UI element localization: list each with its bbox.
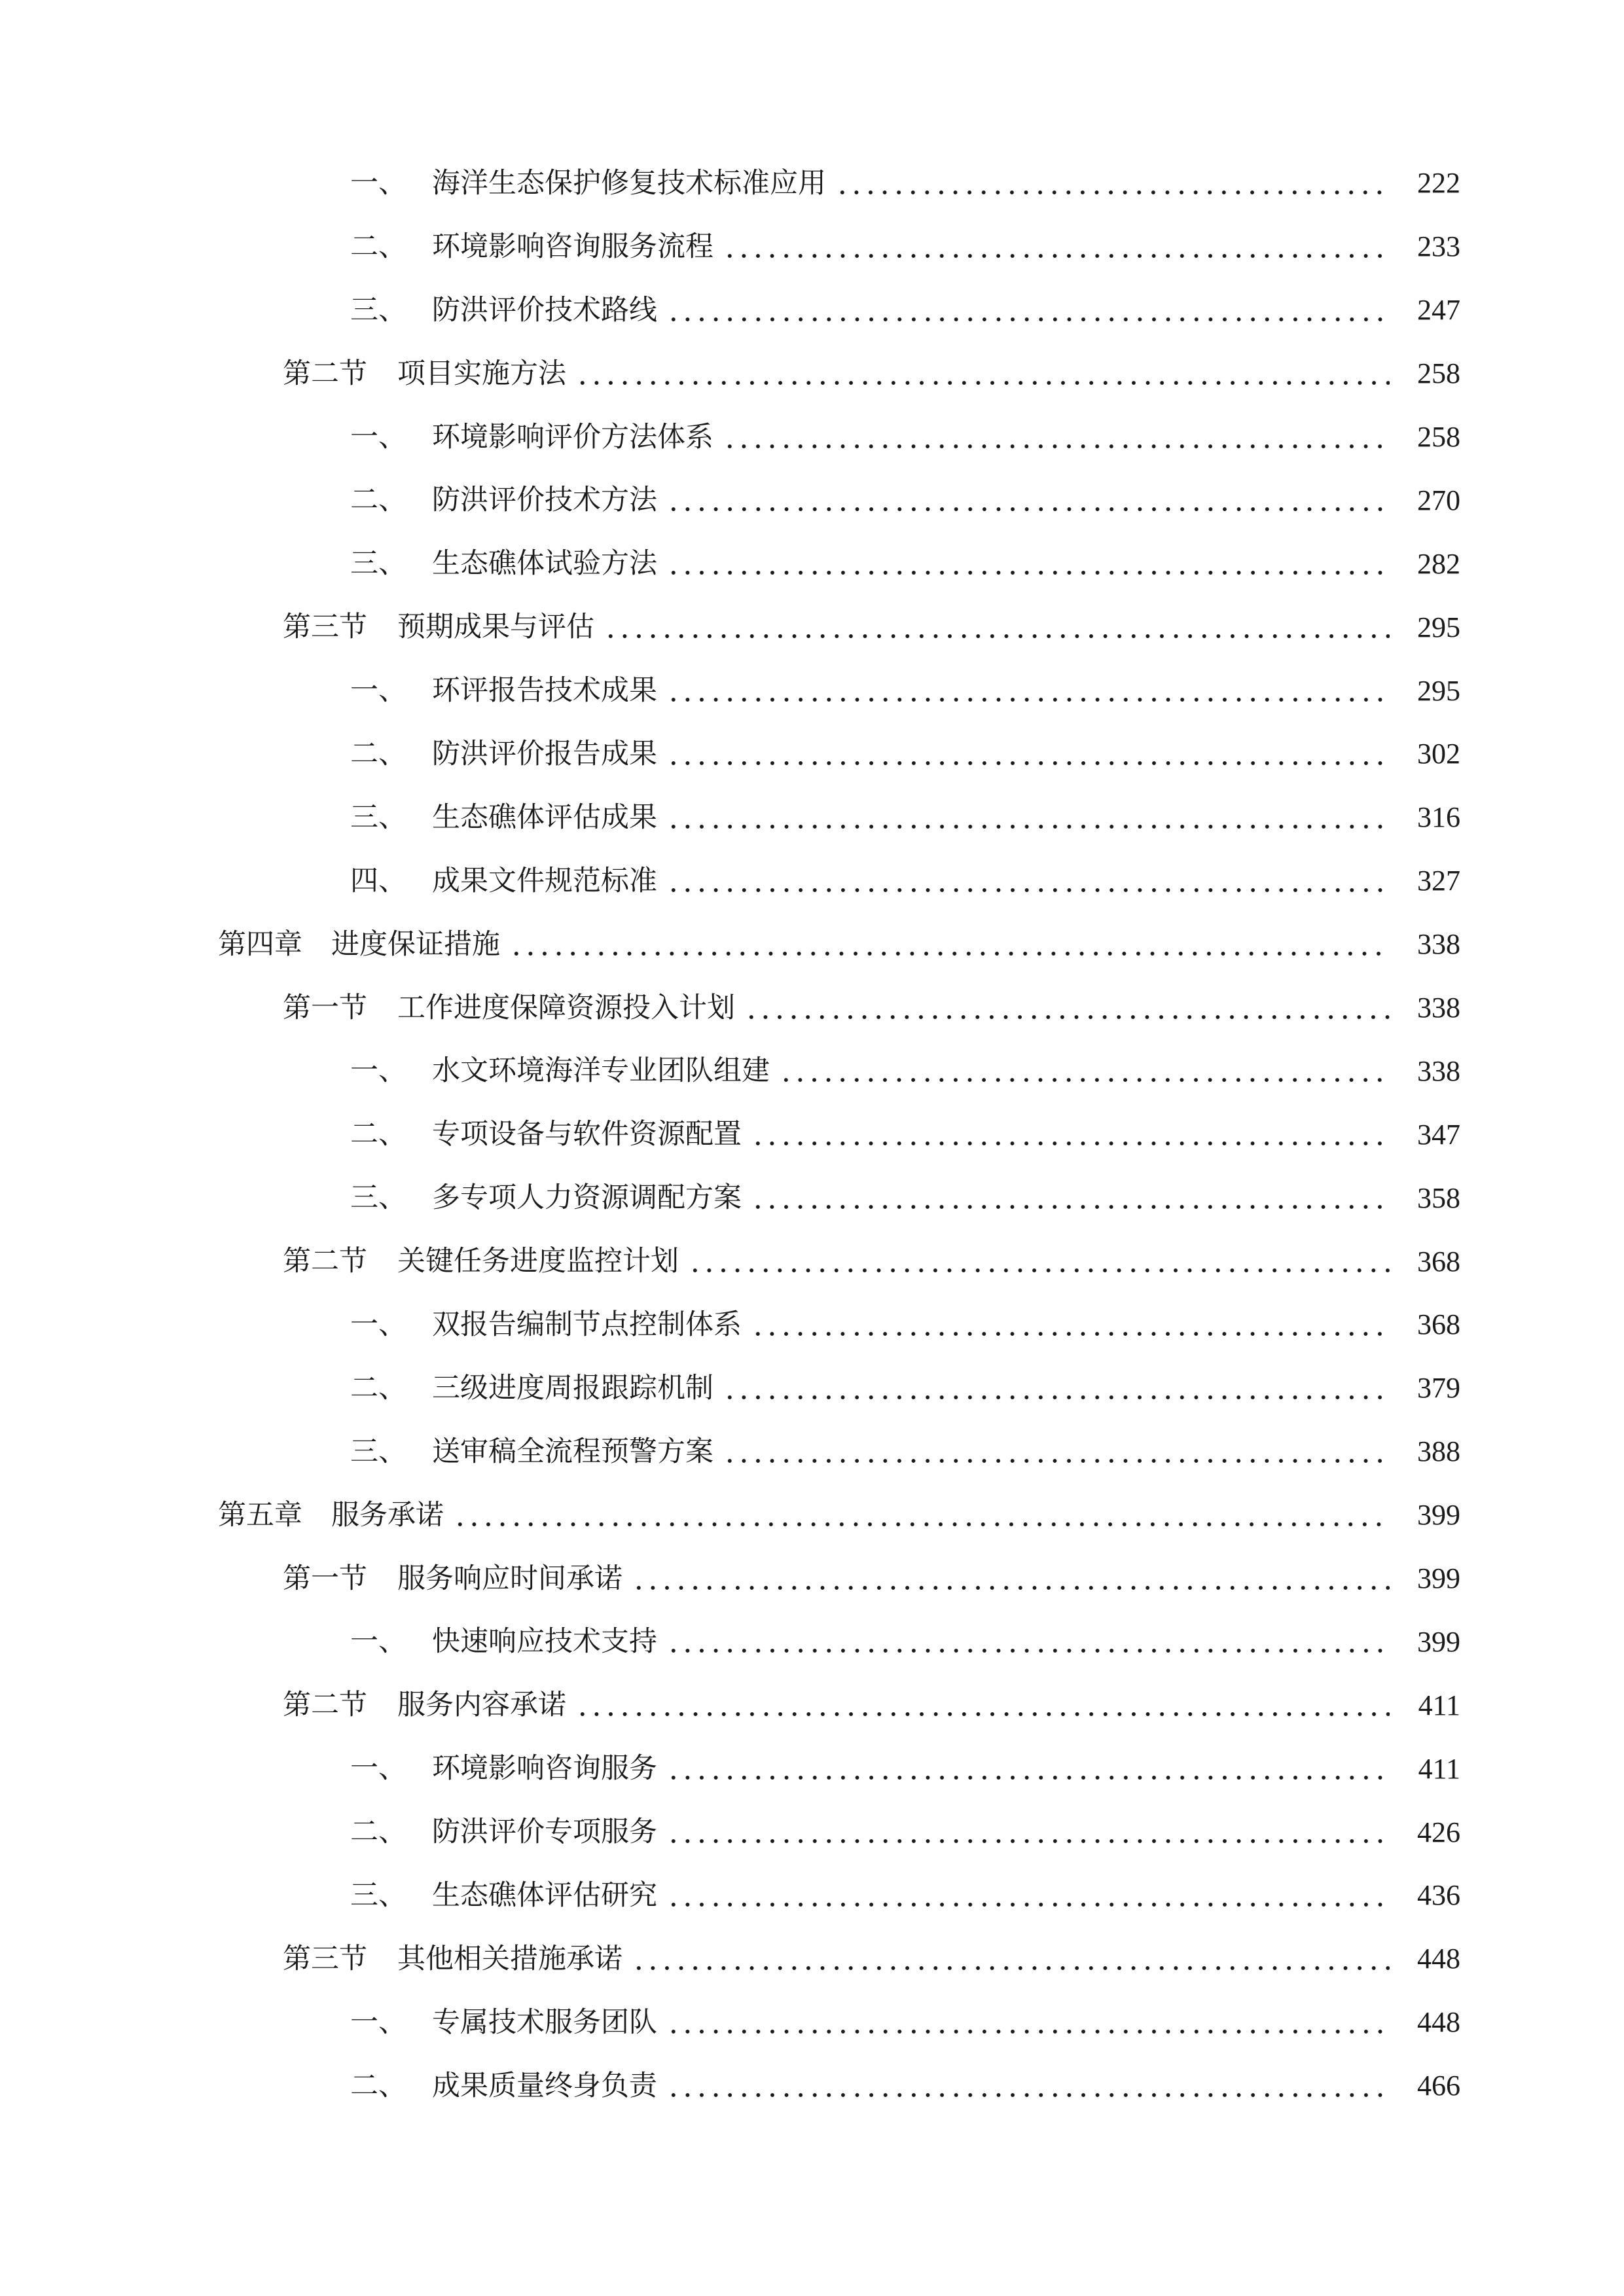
toc-entry-title: 生态礁体试验方法 xyxy=(432,547,657,581)
toc-entry-page-number: 233 xyxy=(1417,230,1460,263)
toc-entry-title: 服务承诺 xyxy=(331,1498,444,1532)
toc-entry-title: 专属技术服务团队 xyxy=(432,2005,657,2039)
toc-entry-label: 一、 xyxy=(350,2005,406,2039)
toc-entry-title: 专项设备与软件资源配置 xyxy=(432,1118,742,1151)
toc-entry-page-number: 426 xyxy=(1417,1816,1460,1848)
toc-entry[interactable] xyxy=(0,152,1624,215)
toc-entry[interactable] xyxy=(0,1928,1624,1991)
toc-entry-page-number: 388 xyxy=(1417,1435,1460,1468)
toc-entry[interactable] xyxy=(0,469,1624,532)
toc-entry[interactable] xyxy=(0,1166,1624,1230)
toc-entry-label: 第一节 xyxy=(283,1562,367,1595)
toc-entry-title: 防洪评价技术路线 xyxy=(432,293,657,327)
toc-entry-label: 二、 xyxy=(350,484,406,517)
toc-entry[interactable] xyxy=(0,659,1624,723)
toc-entry[interactable] xyxy=(0,1420,1624,1484)
dot-leader xyxy=(666,677,1390,705)
dot-leader xyxy=(666,1818,1390,1846)
toc-entry[interactable] xyxy=(0,850,1624,913)
toc-entry-title: 进度保证措施 xyxy=(331,927,500,961)
dot-leader xyxy=(723,233,1390,261)
toc-entry-title: 环境影响评价方法体系 xyxy=(432,420,713,454)
dot-leader xyxy=(666,2009,1390,2037)
toc-entry-label: 三、 xyxy=(350,293,406,327)
toc-entry[interactable] xyxy=(0,1674,1624,1737)
toc-entry-page-number: 347 xyxy=(1417,1118,1460,1151)
toc-entry-title: 成果质量终身负责 xyxy=(432,2069,657,2102)
toc-entry[interactable] xyxy=(0,532,1624,596)
toc-entry-page-number: 448 xyxy=(1417,2006,1460,2039)
dot-leader xyxy=(723,1374,1390,1403)
toc-entry-title: 环境影响咨询服务 xyxy=(432,1752,657,1785)
toc-entry-label: 三、 xyxy=(350,1181,406,1215)
toc-entry-page-number: 282 xyxy=(1417,547,1460,580)
toc-entry[interactable] xyxy=(0,723,1624,786)
toc-entry[interactable] xyxy=(0,1737,1624,1801)
toc-entry-label: 三、 xyxy=(350,547,406,581)
toc-entry-title: 生态礁体评估研究 xyxy=(432,1878,657,1912)
toc-entry-title: 快速响应技术支持 xyxy=(432,1625,657,1659)
dot-leader xyxy=(751,1121,1390,1149)
toc-entry-label: 一、 xyxy=(350,166,406,200)
toc-entry[interactable] xyxy=(0,2054,1624,2118)
toc-entry[interactable] xyxy=(0,596,1624,659)
toc-entry-title: 海洋生态保护修复技术标准应用 xyxy=(432,166,826,200)
dot-leader xyxy=(604,613,1390,641)
dot-leader xyxy=(744,994,1390,1022)
dot-leader xyxy=(723,423,1390,452)
toc-entry-page-number: 399 xyxy=(1417,1625,1460,1658)
toc-entry-label: 第三节 xyxy=(283,1942,367,1975)
toc-entry-label: 第二节 xyxy=(283,1245,367,1278)
dot-leader xyxy=(751,1311,1390,1339)
dot-leader xyxy=(666,486,1390,514)
toc-entry-title: 其他相关措施承诺 xyxy=(397,1942,623,1975)
toc-entry-label: 二、 xyxy=(350,1371,406,1405)
toc-entry-label: 二、 xyxy=(350,1816,406,1849)
toc-entry-title: 多专项人力资源调配方案 xyxy=(432,1181,742,1215)
table-of-contents xyxy=(0,152,1624,2118)
toc-entry-title: 环境影响咨询服务流程 xyxy=(432,230,713,263)
toc-entry[interactable] xyxy=(0,406,1624,469)
toc-entry-page-number: 270 xyxy=(1417,484,1460,516)
toc-entry-page-number: 448 xyxy=(1417,1943,1460,1975)
toc-entry-page-number: 258 xyxy=(1417,421,1460,453)
dot-leader xyxy=(751,1184,1390,1212)
dot-leader xyxy=(666,740,1390,768)
toc-entry-title: 服务内容承诺 xyxy=(397,1689,566,1722)
toc-entry-page-number: 327 xyxy=(1417,865,1460,897)
toc-entry-page-number: 316 xyxy=(1417,801,1460,834)
toc-entry-label: 第四章 xyxy=(218,927,302,961)
dot-leader xyxy=(666,550,1390,578)
toc-entry-title: 防洪评价报告成果 xyxy=(432,737,657,770)
toc-entry-page-number: 436 xyxy=(1417,1879,1460,1912)
toc-entry[interactable] xyxy=(0,1230,1624,1293)
toc-entry[interactable] xyxy=(0,977,1624,1040)
toc-entry-label: 第三节 xyxy=(283,611,367,644)
toc-entry-title: 项目实施方法 xyxy=(397,357,566,390)
toc-entry[interactable] xyxy=(0,215,1624,279)
dot-leader xyxy=(666,1882,1390,1910)
toc-entry-title: 工作进度保障资源投入计划 xyxy=(397,991,735,1024)
toc-entry-label: 三、 xyxy=(350,1878,406,1912)
toc-entry-page-number: 302 xyxy=(1417,738,1460,770)
toc-entry-label: 一、 xyxy=(350,420,406,454)
toc-entry-title: 服务响应时间承诺 xyxy=(397,1562,623,1595)
dot-leader xyxy=(835,170,1390,198)
toc-entry-label: 第五章 xyxy=(218,1498,302,1532)
toc-entry[interactable] xyxy=(0,1103,1624,1166)
toc-entry-title: 生态礁体评估成果 xyxy=(432,800,657,834)
toc-entry-page-number: 368 xyxy=(1417,1245,1460,1278)
toc-entry-page-number: 411 xyxy=(1418,1752,1460,1785)
toc-entry[interactable] xyxy=(0,1293,1624,1357)
toc-entry-title: 防洪评价技术方法 xyxy=(432,484,657,517)
toc-entry[interactable] xyxy=(0,1991,1624,2054)
toc-entry-page-number: 338 xyxy=(1417,992,1460,1024)
toc-entry-title: 关键任务进度监控计划 xyxy=(397,1245,679,1278)
toc-entry-title: 送审稿全流程预警方案 xyxy=(432,1435,713,1468)
dot-leader xyxy=(666,2072,1390,2100)
dot-leader xyxy=(509,931,1390,959)
toc-entry-label: 一、 xyxy=(350,1625,406,1659)
toc-entry[interactable] xyxy=(0,1357,1624,1420)
dot-leader xyxy=(779,1057,1390,1085)
dot-leader xyxy=(688,1247,1390,1276)
dot-leader xyxy=(632,1565,1390,1593)
toc-entry-title: 水文环境海洋专业团队组建 xyxy=(432,1054,770,1088)
toc-entry-label: 一、 xyxy=(350,1752,406,1785)
toc-entry-label: 三、 xyxy=(350,800,406,834)
toc-entry-page-number: 411 xyxy=(1418,1689,1460,1721)
toc-entry[interactable] xyxy=(0,786,1624,850)
toc-entry-label: 第二节 xyxy=(283,1689,367,1722)
toc-entry-label: 第一节 xyxy=(283,991,367,1024)
toc-entry[interactable] xyxy=(0,342,1624,406)
toc-entry-title: 预期成果与评估 xyxy=(397,611,594,644)
toc-entry-page-number: 295 xyxy=(1417,674,1460,707)
dot-leader xyxy=(453,1501,1390,1530)
toc-entry-label: 三、 xyxy=(350,1435,406,1468)
toc-entry-label: 二、 xyxy=(350,2069,406,2102)
toc-entry[interactable] xyxy=(0,1864,1624,1928)
toc-entry-page-number: 466 xyxy=(1417,2070,1460,2102)
toc-entry-page-number: 222 xyxy=(1417,167,1460,200)
toc-entry-title: 环评报告技术成果 xyxy=(432,674,657,708)
toc-entry-title: 双报告编制节点控制体系 xyxy=(432,1308,742,1341)
toc-entry-label: 二、 xyxy=(350,1118,406,1151)
dot-leader xyxy=(632,1945,1390,1973)
toc-entry[interactable] xyxy=(0,1801,1624,1864)
dot-leader xyxy=(575,360,1390,388)
toc-entry[interactable] xyxy=(0,1547,1624,1611)
dot-leader xyxy=(666,1755,1390,1783)
dot-leader xyxy=(575,1691,1390,1719)
toc-entry-title: 成果文件规范标准 xyxy=(432,864,657,897)
toc-entry-page-number: 399 xyxy=(1417,1499,1460,1532)
toc-entry-page-number: 338 xyxy=(1417,1054,1460,1087)
toc-entry[interactable] xyxy=(0,1039,1624,1103)
toc-entry-page-number: 379 xyxy=(1417,1372,1460,1405)
toc-entry-label: 四、 xyxy=(350,864,406,897)
toc-entry-page-number: 295 xyxy=(1417,611,1460,643)
toc-entry-page-number: 338 xyxy=(1417,928,1460,961)
toc-entry[interactable] xyxy=(0,279,1624,342)
dot-leader xyxy=(666,804,1390,832)
toc-entry-label: 一、 xyxy=(350,1054,406,1088)
toc-entry-page-number: 399 xyxy=(1417,1562,1460,1595)
toc-entry-title: 防洪评价专项服务 xyxy=(432,1816,657,1849)
toc-entry-label: 二、 xyxy=(350,230,406,263)
toc-entry-page-number: 358 xyxy=(1417,1181,1460,1214)
toc-entry[interactable] xyxy=(0,913,1624,977)
toc-entry-page-number: 368 xyxy=(1417,1308,1460,1341)
dot-leader xyxy=(666,296,1390,325)
dot-leader xyxy=(666,867,1390,895)
toc-entry-label: 一、 xyxy=(350,1308,406,1341)
toc-entry-title: 三级进度周报跟踪机制 xyxy=(432,1371,713,1405)
toc-entry-label: 二、 xyxy=(350,737,406,770)
toc-entry[interactable] xyxy=(0,1484,1624,1547)
dot-leader xyxy=(666,1628,1390,1656)
toc-entry-page-number: 247 xyxy=(1417,294,1460,327)
toc-entry-label: 第二节 xyxy=(283,357,367,390)
toc-entry-page-number: 258 xyxy=(1417,357,1460,390)
toc-entry-label: 一、 xyxy=(350,674,406,708)
dot-leader xyxy=(723,1438,1390,1466)
toc-entry[interactable] xyxy=(0,1610,1624,1674)
